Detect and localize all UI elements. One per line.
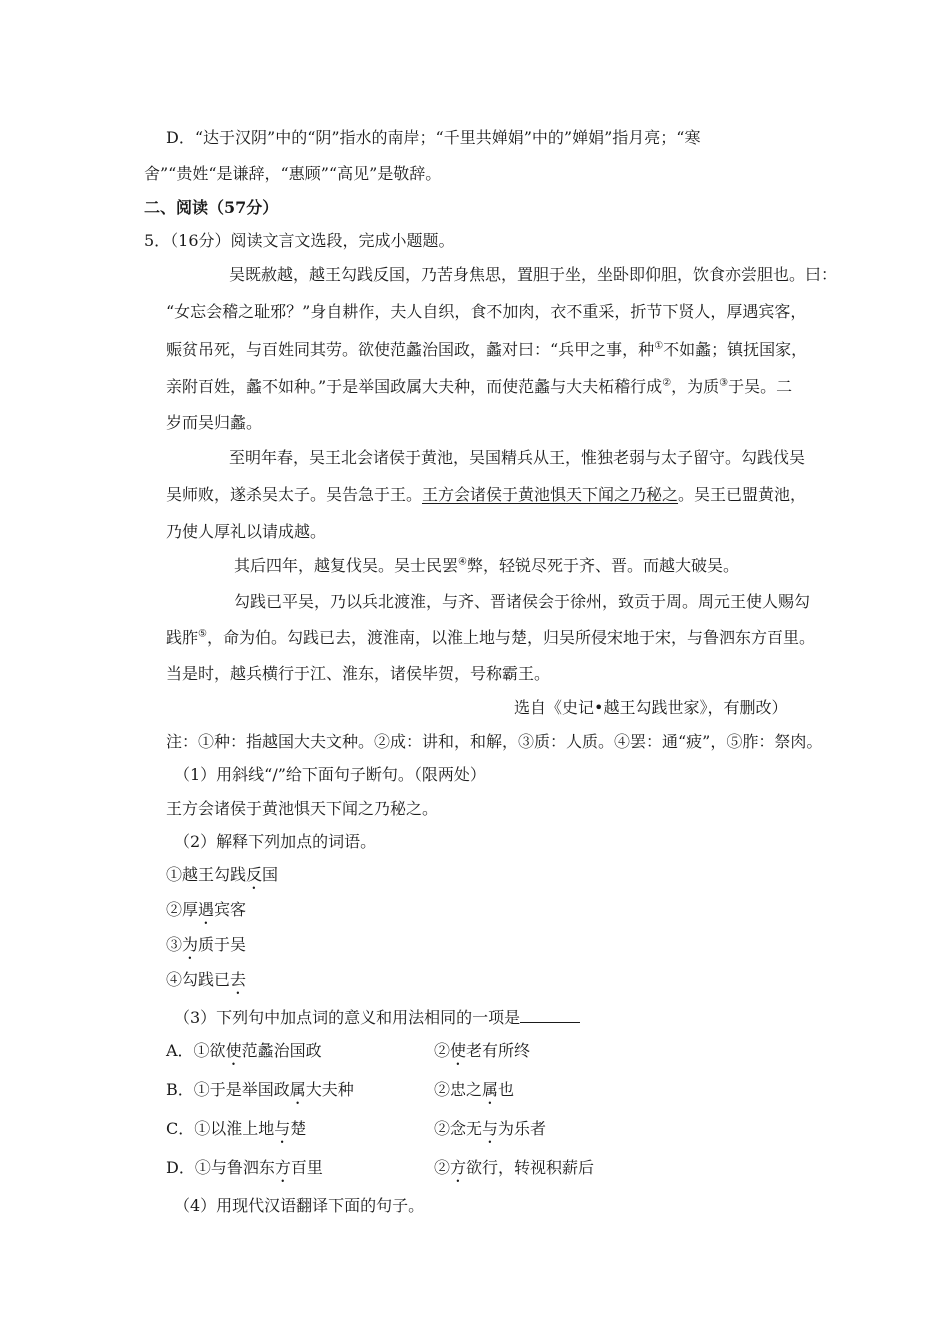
dotted-word: 属 (289, 1080, 306, 1099)
passage-text: 亲附百姓，蠡不如种。”于是举国政属大夫种，而使范蠡与大夫柘稽行成 (166, 377, 663, 396)
sub3-option-d (166, 1157, 766, 1186)
option-second-clause (434, 1118, 546, 1147)
item-text: ④勾践已 (166, 970, 231, 989)
option-text: 老有所终 (466, 1041, 531, 1060)
sub3-prompt (174, 1006, 580, 1029)
dotted-word: 使 (450, 1041, 467, 1060)
option-text: A．①欲 (166, 1041, 226, 1060)
option-text: 大夫种 (305, 1080, 354, 1099)
option-second-clause (434, 1040, 530, 1069)
sub3-option-c (166, 1118, 766, 1147)
passage-source: 选自《史记•越王勾践世家》，有删改） (514, 698, 788, 717)
passage-p1-line5: 岁而吴归蠡。 (166, 413, 263, 432)
option-text: C．①以淮上地 (166, 1119, 275, 1138)
section-title: 二、阅读（57分） (144, 198, 279, 217)
passage-p1-line2: “女忘会稽之耻邪？”身自耕作，夫人自织，食不加肉，衣不重采，折节下贤人，厚遇宾客， (166, 302, 807, 321)
footnote-marker: ⑤ (198, 628, 207, 640)
option-second-clause (434, 1157, 594, 1186)
option-second-clause (434, 1079, 514, 1108)
option-text: ②念无 (434, 1119, 483, 1138)
passage-p2-line2 (166, 484, 806, 506)
option-text: 欲行，转视积薪后 (466, 1158, 595, 1177)
passage-p1-line4 (166, 376, 792, 398)
passage-text: 于吴。二 (728, 377, 793, 396)
option-text: 百里 (290, 1158, 323, 1177)
passage-text: 吴师败，遂杀吴太子。吴告急于王。 (166, 485, 423, 504)
sub3-option-a (166, 1040, 766, 1069)
option-text: 楚 (290, 1119, 307, 1138)
dotted-word: 为 (182, 935, 199, 954)
passage-text: 不如蠡；镇抚国家， (663, 340, 808, 359)
option-text: B．①于是举国政 (166, 1080, 290, 1099)
sub3-option-b (166, 1079, 766, 1108)
prompt-text: （3）下列句中加点词的意义和用法相同的一项是 (174, 1008, 521, 1027)
footnotes: 注：①种：指越国大夫文种。②成：讲和，和解，③质：人质。④罢：通“疲”，⑤胙：祭肉。 (166, 732, 823, 751)
passage-text: 践胙 (166, 628, 199, 647)
dotted-word: 去 (230, 970, 247, 989)
passage-text: 。吴王已盟黄池， (678, 485, 807, 504)
sub2-prompt: （2）解释下列加点的词语。 (174, 832, 377, 851)
footnote-marker: ④ (458, 556, 467, 568)
dotted-word: 与 (482, 1119, 499, 1138)
footnote-marker: ② (662, 377, 672, 389)
passage-p1-line3 (166, 339, 807, 361)
passage-text: ，命为伯。勾践已去，渡淮南，以淮上地与楚，归吴所侵宋地于宋，与鲁泗东方百里。 (206, 628, 815, 647)
passage-p4-line2 (166, 627, 815, 649)
dotted-word: 遇 (198, 900, 215, 919)
option-text: 也 (498, 1080, 515, 1099)
passage-p4-line3: 当是时，越兵横行于江、淮东，诸侯毕贺，号称霸王。 (166, 664, 551, 683)
passage-p4-line1: 勾践已平吴，乃以兵北渡淮，与齐、晋诸侯会于徐州，致贡于周。周元王使人赐勾 (234, 592, 811, 611)
dotted-word: 与 (274, 1119, 291, 1138)
sub2-item (166, 864, 278, 893)
option-text: 为乐者 (498, 1119, 547, 1138)
item-text: ①越王勾践 (166, 865, 247, 884)
sub2-item (166, 899, 246, 928)
passage-p2-line3: 乃使人厚礼以请成越。 (166, 522, 327, 541)
item-text: ③ (166, 935, 183, 954)
sub2-item (166, 934, 246, 963)
item-text: 国 (262, 865, 279, 884)
sub1-prompt: （1）用斜线“/”给下面句子断句。（限两处） (174, 765, 486, 784)
passage-text: 其后四年，越复伐吴。吴士民罢 (234, 556, 459, 575)
answer-blank[interactable] (520, 1006, 580, 1023)
sub4-prompt: （4）用现代汉语翻译下面的句子。 (174, 1196, 425, 1215)
footnote-marker: ① (654, 340, 664, 352)
passage-p2-line1: 至明年春，吴王北会诸侯于黄池，吴国精兵从王，惟独老弱与太子留守。勾践伐吴 (229, 448, 806, 467)
option-text: 范蠡治国政 (241, 1041, 322, 1060)
passage-text: 弊，轻锐尽死于齐、晋。而越大破吴。 (466, 556, 739, 575)
footnote-marker: ③ (719, 377, 729, 389)
dotted-word: 使 (225, 1041, 242, 1060)
option-text: ②忠之 (434, 1080, 483, 1099)
passage-p1-line1: 吴既赦越，越王勾践反国，乃苦身焦思，置胆于坐，坐卧即仰胆，饮食亦尝胆也。曰： (229, 265, 838, 284)
passage-text: 赈贫吊死，与百姓同其劳。欲使范蠡治国政，蠡对曰：“兵甲之事，种 (166, 340, 655, 359)
item-text: ②厚 (166, 900, 199, 919)
item-text: 宾客 (214, 900, 247, 919)
passage-text: ，为质 (671, 377, 720, 396)
underlined-sentence: 王方会诸侯于黄池惧天下闻之乃秘之 (422, 485, 679, 504)
question-header: 5．（16分）阅读文言文选段，完成小题题。 (144, 231, 455, 250)
item-text: 质于吴 (198, 935, 247, 954)
sub1-sentence: 王方会诸侯于黄池惧天下闻之乃秘之。 (166, 799, 439, 818)
option-text: D．①与鲁泗东 (166, 1158, 275, 1177)
option-text: ② (434, 1158, 451, 1177)
dotted-word: 方 (450, 1158, 467, 1177)
sub2-item (166, 969, 246, 998)
option-d-line1: D．“达于汉阴”中的“阴”指水的南岸；“千里共婵娟”中的”婵娟”指月亮；“寒 (166, 128, 701, 147)
option-d-line2: 舍”“贵姓“是谦辞，“惠顾”“高见”是敬辞。 (144, 164, 442, 183)
dotted-word: 属 (482, 1080, 499, 1099)
dotted-word: 反 (246, 865, 263, 884)
passage-p3-line1 (234, 555, 739, 577)
option-text: ② (434, 1041, 451, 1060)
dotted-word: 方 (274, 1158, 291, 1177)
